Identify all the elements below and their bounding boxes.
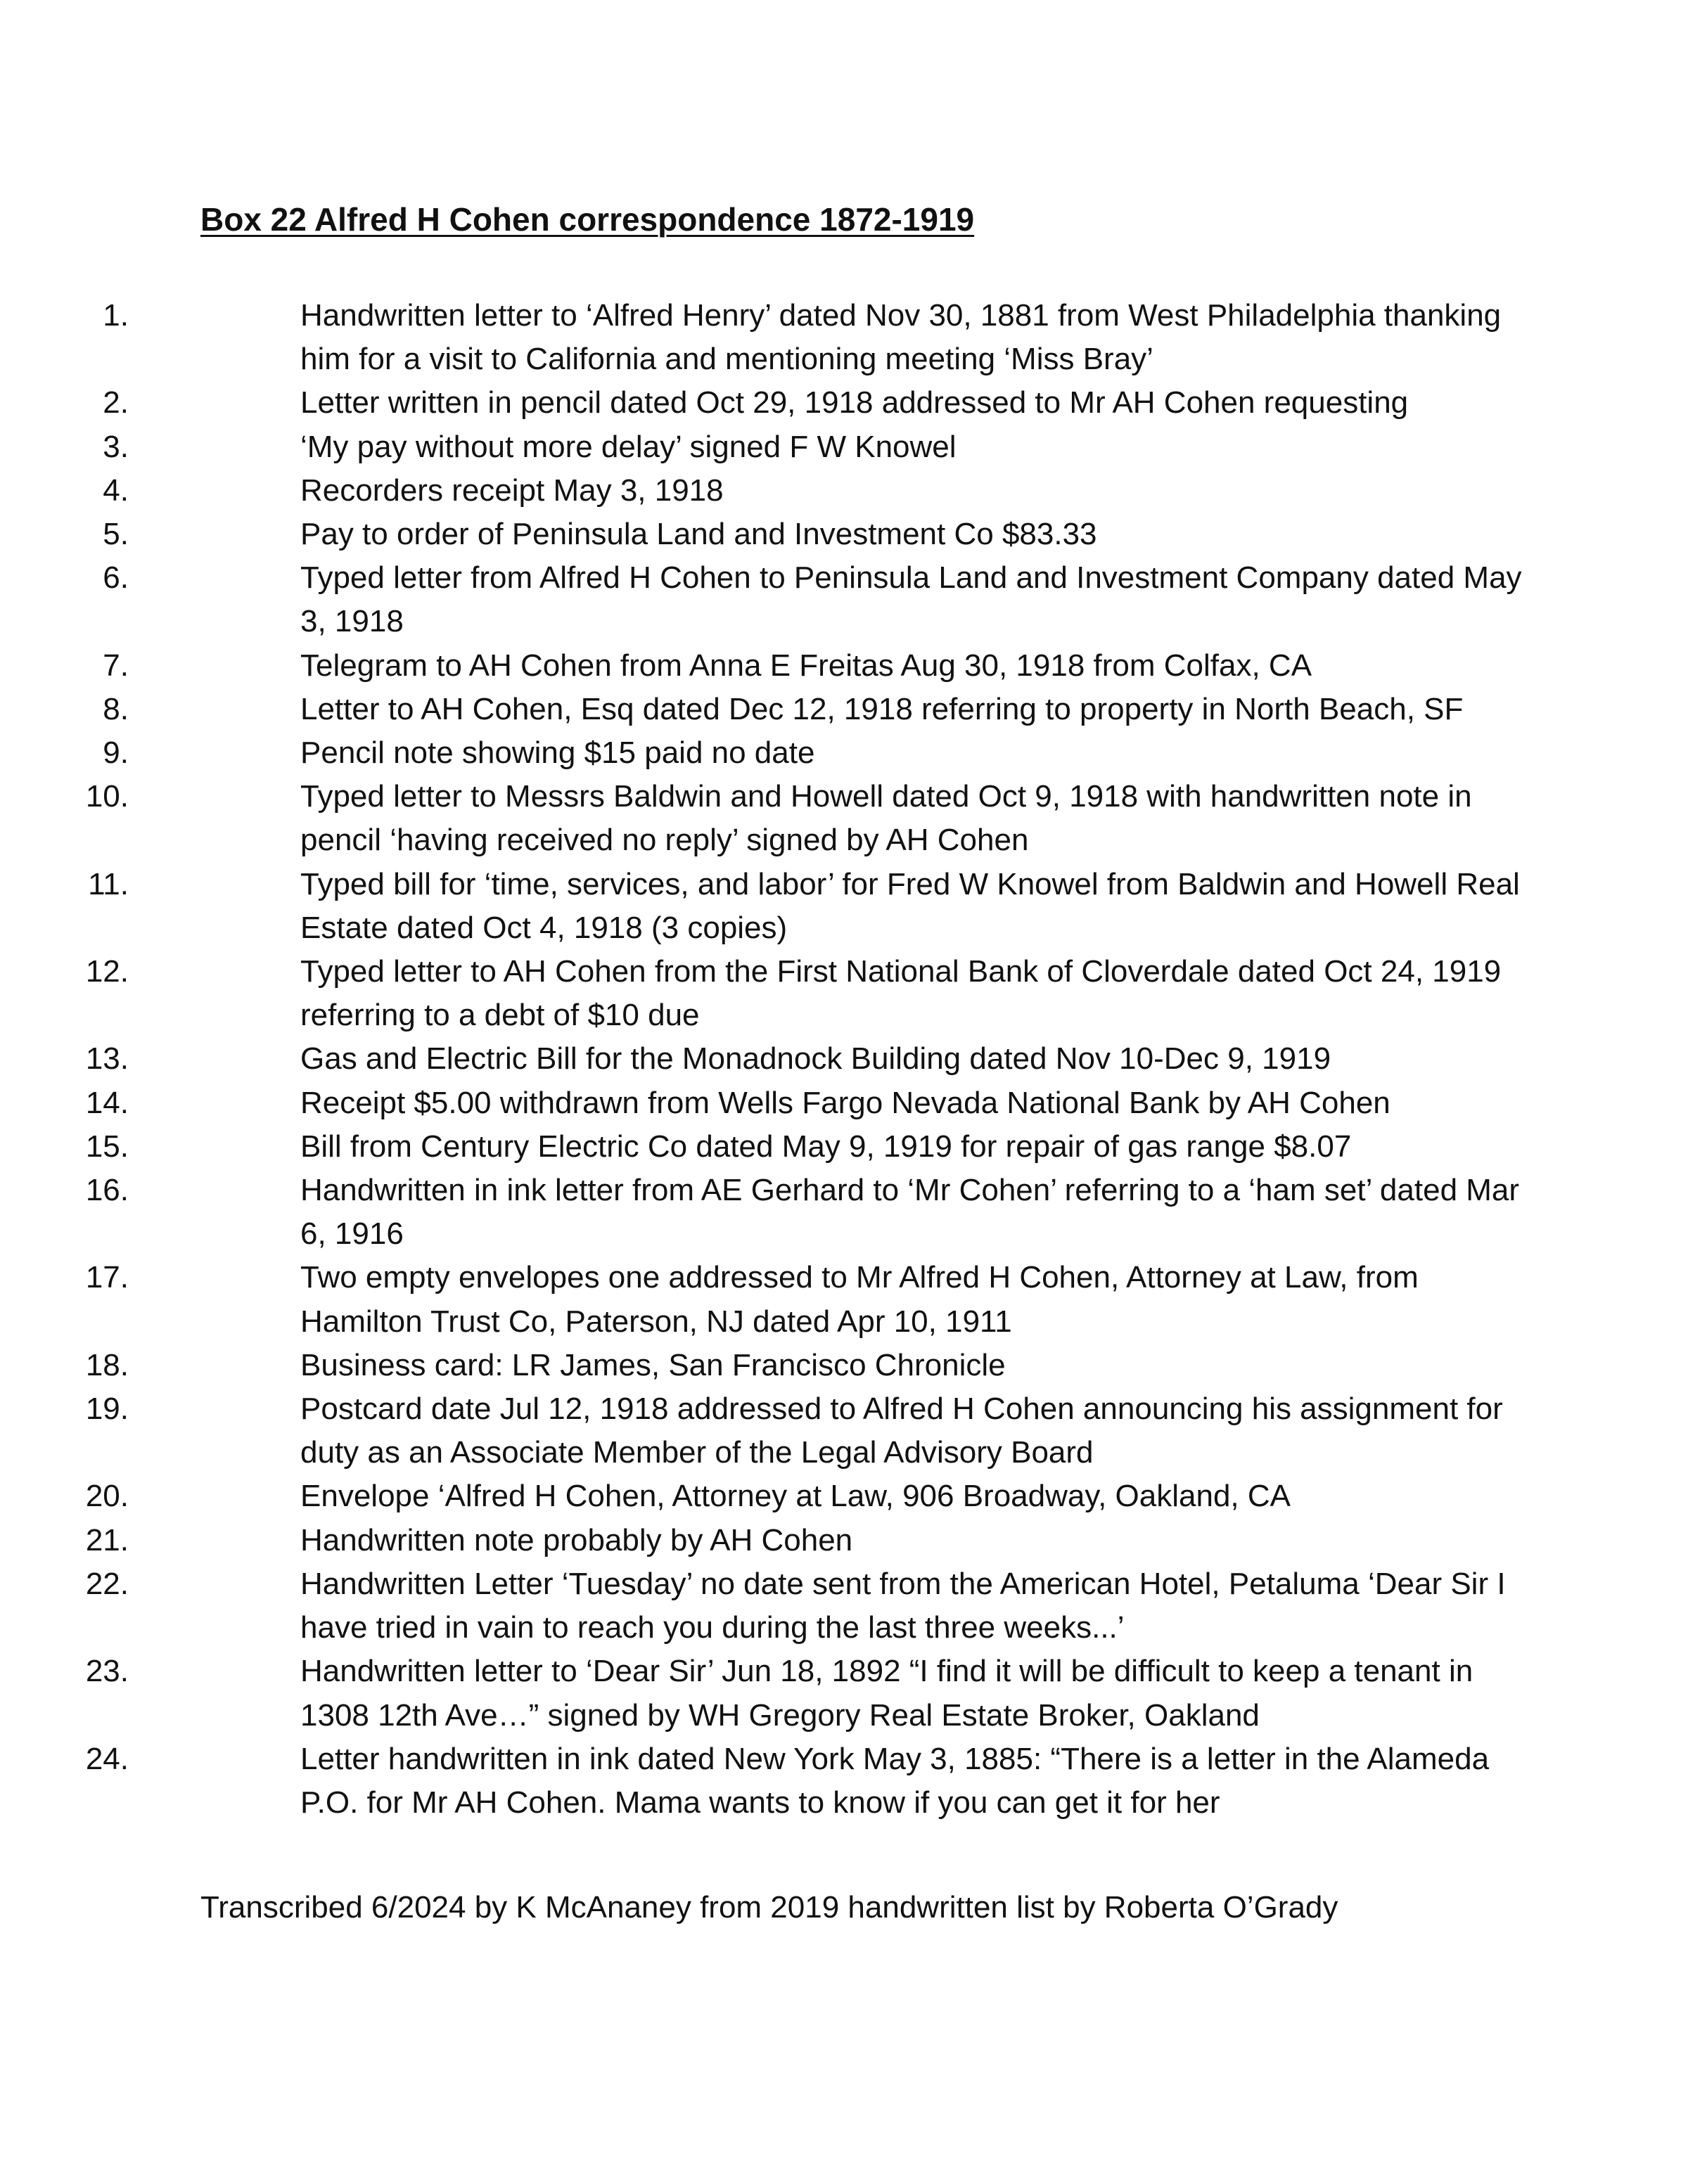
- list-item: [0, 775, 1531, 862]
- item-text: Handwritten in ink letter from AE Gerhard to ‘Mr Cohen’ referring to a ‘ham set’ dated Mar 6, 1916: [300, 1173, 1520, 1252]
- item-number: 18.: [85, 1347, 129, 1382]
- item-text: Pay to order of Peninsula Land and Investment Co $83.33: [300, 517, 1097, 552]
- list-item: [0, 1387, 1531, 1475]
- item-number: 23.: [85, 1654, 129, 1689]
- item-text: Recorders receipt May 3, 1918: [300, 473, 724, 508]
- list-item: [0, 1650, 1531, 1737]
- item-number: 13.: [85, 1041, 129, 1077]
- item-text: Pencil note showing $15 paid no date: [300, 736, 815, 771]
- list-item: [0, 556, 1531, 643]
- item-text: Gas and Electric Bill for the Monadnock Building dated Nov 10-Dec 9, 1919: [300, 1041, 1331, 1077]
- item-text: ‘My pay without more delay’ signed F W Knowel: [300, 429, 957, 464]
- item-text: Typed letter from Alfred H Cohen to Peninsula Land and Investment Company dated May 3, 1918: [300, 560, 1522, 639]
- item-text: Letter handwritten in ink dated New York May 3, 1885: “There is a letter in the Alameda P.O. for Mr AH Cohen. Mama wants to know if you can get it for her: [300, 1741, 1490, 1820]
- item-number: 8.: [103, 691, 129, 726]
- item-list: [0, 294, 1688, 1825]
- item-number: 19.: [85, 1392, 129, 1427]
- list-item: [0, 425, 1531, 469]
- item-number: 20.: [85, 1479, 129, 1514]
- list-item: [0, 469, 1531, 513]
- item-number: 9.: [103, 736, 129, 771]
- list-item: [0, 731, 1531, 775]
- item-number: 4.: [103, 473, 129, 508]
- list-item: [0, 950, 1531, 1037]
- item-number: 6.: [103, 560, 129, 596]
- item-number: 22.: [85, 1566, 129, 1601]
- item-text: Bill from Century Electric Co dated May 9, 1919 for repair of gas range $8.07: [300, 1129, 1352, 1164]
- document-title: Box 22 Alfred H Cohen correspondence 1872-1919: [200, 201, 975, 238]
- item-number: 15.: [85, 1129, 129, 1164]
- item-text: Handwritten note probably by AH Cohen: [300, 1522, 853, 1557]
- list-item: [0, 1169, 1531, 1256]
- transcription-note: Transcribed 6/2024 by K McAnaney from 2019 handwritten list by Roberta O’Grady: [200, 1890, 1338, 1925]
- list-item: [0, 381, 1531, 425]
- item-text: Envelope ‘Alfred H Cohen, Attorney at Law, 906 Broadway, Oakland, CA: [300, 1479, 1291, 1514]
- item-text: Typed letter to AH Cohen from the First National Bank of Cloverdale dated Oct 24, 1919 referring to a debt of $10 due: [300, 954, 1502, 1033]
- list-item: [0, 513, 1531, 556]
- item-text: Handwritten letter to ‘Alfred Henry’ dated Nov 30, 1881 from West Philadelphia thanking him for a visit to California and mentioning meeting ‘Miss Bray’: [300, 298, 1502, 377]
- list-item: [0, 1562, 1531, 1650]
- item-number: 11.: [88, 866, 129, 901]
- list-item: [0, 1344, 1531, 1387]
- list-item: [0, 863, 1531, 950]
- item-text: Two empty envelopes one addressed to Mr Alfred H Cohen, Attorney at Law, from Hamilton Trust Co, Paterson, NJ dated Apr 10, 1911: [300, 1260, 1419, 1339]
- list-item: [0, 1256, 1531, 1343]
- item-number: 17.: [85, 1260, 129, 1295]
- item-text: Business card: LR James, San Francisco Chronicle: [300, 1347, 1006, 1382]
- item-text: Typed bill for ‘time, services, and labor’ for Fred W Knowel from Baldwin and Howell Real Estate dated Oct 4, 1918 (3 copies): [300, 866, 1520, 945]
- item-number: 14.: [85, 1085, 129, 1120]
- item-number: 10.: [85, 779, 129, 814]
- list-item: [0, 688, 1531, 731]
- item-number: 16.: [85, 1173, 129, 1208]
- item-text: Letter to AH Cohen, Esq dated Dec 12, 1918 referring to property in North Beach, SF: [300, 691, 1464, 726]
- item-number: 24.: [85, 1741, 129, 1776]
- item-number: 2.: [103, 385, 129, 420]
- list-item: [0, 1081, 1531, 1125]
- item-text: Typed letter to Messrs Baldwin and Howell dated Oct 9, 1918 with handwritten note in pencil ‘having received no reply’ signed by AH Cohen: [300, 779, 1472, 858]
- list-item: [0, 1125, 1531, 1169]
- item-text: Handwritten letter to ‘Dear Sir’ Jun 18, 1892 “I find it will be difficult to keep a tenant in 1308 12th Ave…” signed by WH Gregory Real Estate Broker, Oakland: [300, 1654, 1473, 1733]
- item-text: Handwritten Letter ‘Tuesday’ no date sent from the American Hotel, Petaluma ‘Dear Sir I have tried in vain to reach you during the last three weeks...’: [300, 1566, 1506, 1645]
- item-number: 1.: [103, 298, 129, 333]
- list-item: [0, 1037, 1531, 1081]
- item-text: Postcard date Jul 12, 1918 addressed to Alfred H Cohen announcing his assignment for duty as an Associate Member of the Legal Advisory Board: [300, 1392, 1503, 1470]
- item-text: Receipt $5.00 withdrawn from Wells Fargo Nevada National Bank by AH Cohen: [300, 1085, 1390, 1120]
- item-number: 5.: [103, 517, 129, 552]
- item-number: 7.: [103, 648, 129, 683]
- list-item: [0, 1519, 1531, 1562]
- list-item: [0, 1475, 1531, 1518]
- list-item: [0, 644, 1531, 688]
- item-number: 21.: [85, 1522, 129, 1557]
- item-text: Letter written in pencil dated Oct 29, 1918 addressed to Mr AH Cohen requesting: [300, 385, 1409, 420]
- item-number: 3.: [103, 429, 129, 464]
- list-item: [0, 294, 1531, 381]
- item-number: 12.: [85, 954, 129, 989]
- list-item: [0, 1737, 1531, 1825]
- item-text: Telegram to AH Cohen from Anna E Freitas Aug 30, 1918 from Colfax, CA: [300, 648, 1312, 683]
